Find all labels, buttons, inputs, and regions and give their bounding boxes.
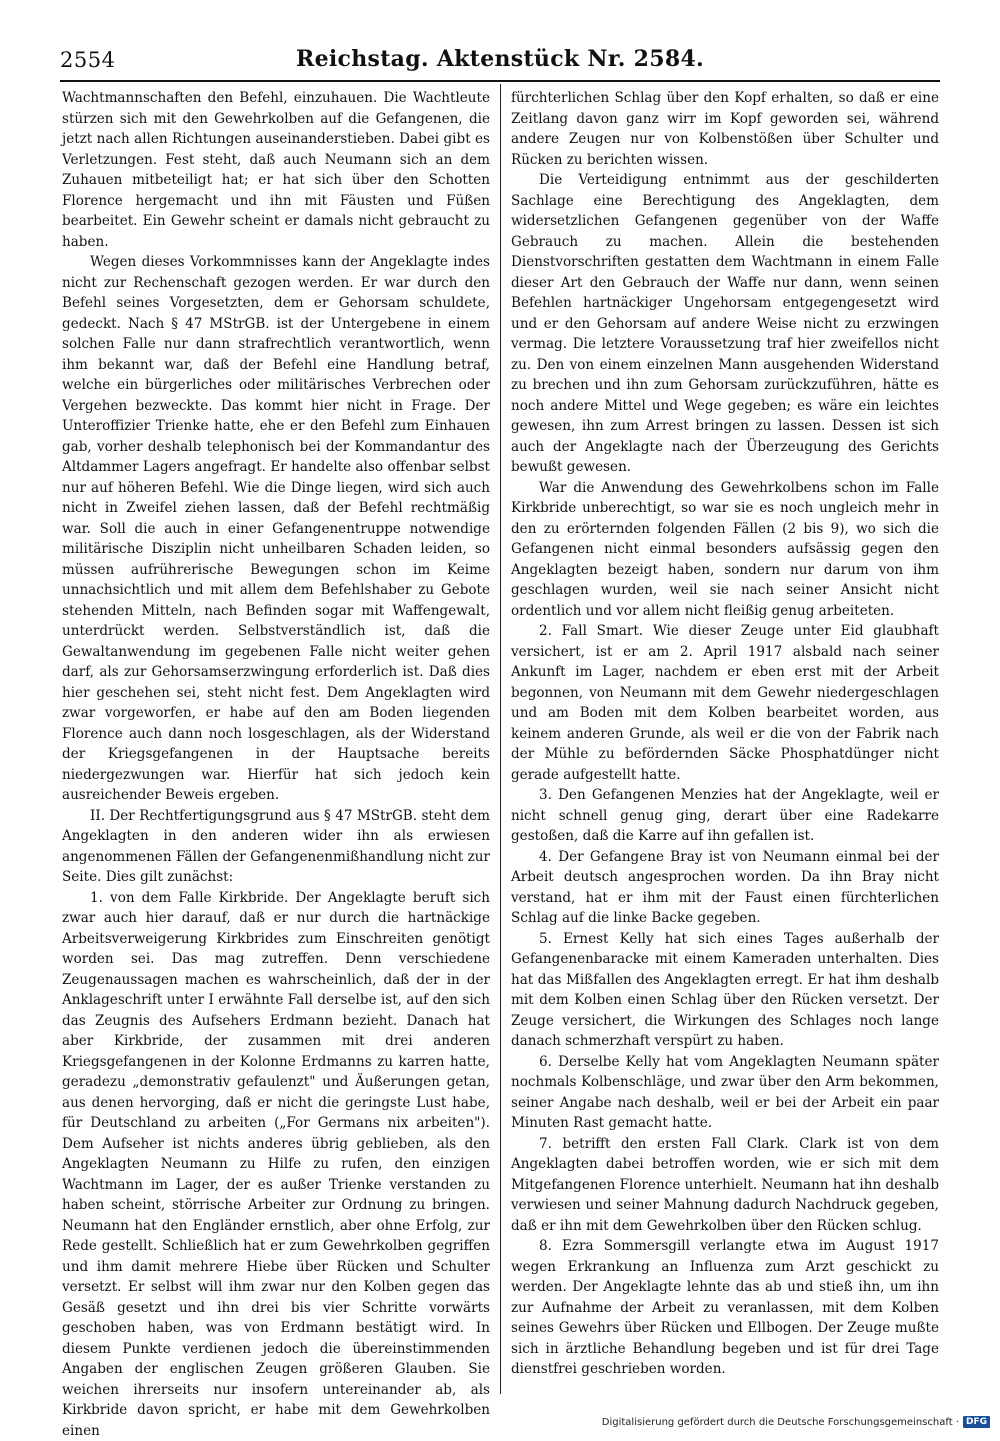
footer-credit-text: Digitalisierung gefördert durch die Deutsche Forschungsgemeinschaft · — [602, 1417, 959, 1428]
page-number: 2554 — [60, 48, 115, 72]
paragraph: 5. Ernest Kelly hat sich eines Tages außerhalb der Gefangenenbaracke mit einem Kameraden unterhalten. Dies hat das Mißfallen des Angeklagten erregt. Er hat ihm deshalb mit dem Kolben einen Schlag über den Rücken versetzt. Der Zeuge versichert, die Wirkungen des Schlages noch lange danach schmerzhaft verspürt zu haben. — [511, 929, 939, 1052]
footer-credit — [602, 1416, 990, 1428]
paragraph: Wegen dieses Vorkommnisses kann der Angeklagte indes nicht zur Rechenschaft gezogen werden. Er war durch den Befehl seines Vorgesetzten, dem er Gehorsam schuldete, gedeckt. Nach § 47 MStrGB. ist der Untergebene in einem solchen Falle nur dann strafrechtlich verantwortlich, wenn ihm bekannt war, daß der Befehl eine Handlung betraf, welche ein bürgerliches oder militärisches Verbrechen oder Vergehen bezweckte. Das kommt hier nicht in Frage. Der Unteroffizier Trienke hatte, ehe er den Befehl zum Einhauen gab, vorher deshalb telephonisch bei der Kommandantur des Altdammer Lagers angefragt. Er handelte also offenbar selbst nur auf höheren Befehl. Wie die Dinge liegen, wird sich auch nicht in Zweifel ziehen lassen, daß der Befehl rechtmäßig war. Soll die auch in einer Gefangenentruppe notwendige militärische Disziplin nicht unheilbaren Schaden leiden, so müssen aufrührerische Bewegungen schon im Keime unnachsichtlich und mit allem dem Befehlshaber zu Gebote stehenden Mitteln, nach Befinden sogar mit Waffengewalt, unterdrückt werden. Selbstverständlich ist, daß die Gewaltanwendung im gegebenen Falle nicht weiter gehen darf, als zur Gehorsamserzwingung erforderlich ist. Daß dies hier geschehen sei, steht nicht fest. Dem Angeklagten wird zwar vorgeworfen, er habe auf den am Boden liegenden Florence auch dann noch losgeschlagen, als der Widerstand der Kriegsgefangenen in der Hauptsache bereits niedergezwungen war. Hierfür hat sich jedoch kein ausreichender Beweis ergeben. — [62, 252, 490, 806]
right-column — [511, 88, 939, 1380]
dfg-logo: DFG — [963, 1416, 990, 1428]
paragraph: 3. Den Gefangenen Menzies hat der Angeklagte, weil er nicht schnell genug ging, derart über eine Radekarre gestoßen, daß die Karre auf ihn gefallen ist. — [511, 785, 939, 847]
paragraph: 1. von dem Falle Kirkbride. Der Angeklagte beruft sich zwar auch hier darauf, daß er nur durch die hartnäckige Arbeitsverweigerung Kirkbrides zum Einschreiten genötigt worden sei. Das mag zutreffen. Denn verschiedene Zeugenaussagen machen es wahrscheinlich, daß der in der Anklageschrift unter I erwähnte Fall derselbe ist, auf den sich das Zeugnis des Aufsehers Erdmann bezieht. Danach hat aber Kirkbride, der zusammen mit drei anderen Kriegsgefangenen in der Kolonne Erdmanns zu karren hatte, geradezu „demonstrativ gefaulenzt" und Äußerungen getan, aus denen hervorging, daß er nicht die geringste Lust habe, für Deutschland zu arbeiten („For Germans nix arbeiten"). Dem Aufseher ist nichts anderes übrig geblieben, als den Angeklagten Neumann zu Hilfe zu rufen, den einzigen Wachtmann im Lager, der es außer Trienke verstanden zu haben scheint, störrische Arbeiter zur Ordnung zu bringen. Neumann hat den Engländer ernstlich, aber ohne Erfolg, zur Rede gestellt. Schließlich hat er zum Gewehrkolben gegriffen und ihm damit mehrere Hiebe über Rücken und Schulter versetzt. Er selbst will ihm zwar nur den Kolben gegen das Gesäß gesetzt und ihn drei bis vier Schritte vorwärts geschoben haben, was von Erdmann bestätigt wird. In diesem Punkte verdienen jedoch die übereinstimmenden Angaben der englischen Zeugen größeren Glauben. Sie weichen ihrerseits nur insofern untereinander ab, als Kirkbride davon spricht, er habe mit dem Gewehrkolben einen — [62, 888, 490, 1441]
paragraph: Wachtmannschaften den Befehl, einzuhauen. Die Wachtleute stürzen sich mit den Gewehrkolben auf die Gefangenen, die jetzt nach allen Richtungen auseinanderstieben. Dabei gibt es Verletzungen. Fest steht, daß auch Neumann sich an dem Zuhauen mitbeteiligt hat; er hat sich über den Schotten Florence hergemacht und ihn mit Fäusten und Füßen bearbeitet. Ein Gewehr scheint er damals nicht gebraucht zu haben. — [62, 88, 490, 252]
running-title: Reichstag. Aktenstück Nr. 2584. — [60, 46, 940, 72]
paragraph: 8. Ezra Sommersgill verlangte etwa im August 1917 wegen Erkrankung an Influenza zum Arzt geschickt zu werden. Der Angeklagte lehnte das ab und stieß ihn, um ihn zur Aufnahme der Arbeit zu veranlassen, mit dem Kolben seines Gewehrs über Rücken und Ellbogen. Der Zeuge mußte sich in ärztliche Behandlung begeben und ist für drei Tage dienstfrei geschrieben worden. — [511, 1236, 939, 1380]
paragraph: Die Verteidigung entnimmt aus der geschilderten Sachlage eine Berechtigung des Angeklagten, dem widersetzlichen Gefangenen gegenüber von der Waffe Gebrauch zu machen. Allein die bestehenden Dienstvorschriften gestatten dem Wachtmann in einem Falle dieser Art den Gebrauch der Waffe nur dann, wenn seinen Befehlen hartnäckiger Ungehorsam entgegengesetzt wird und er den Gehorsam auf andere Weise nicht zu erzwingen vermag. Die letztere Voraussetzung traf hier zweifellos nicht zu. Den von einem einzelnen Mann ausgehenden Widerstand zu brechen und ihn zum Gehorsam zurückzuführen, hätte es noch andere Mittel und Wege gegeben; es wäre ein leichtes gewesen, ihn zum Arrest bringen zu lassen. Dessen ist sich auch der Angeklagte nach der Überzeugung des Gerichts bewußt gewesen. — [511, 170, 939, 478]
paragraph: 7. betrifft den ersten Fall Clark. Clark ist von dem Angeklagten dabei betroffen worden, wie er sich mit dem Mitgefangenen Florence unterhielt. Neumann hat ihn deshalb verwiesen und seiner Mahnung dadurch Nachdruck gegeben, daß er ihn mit dem Gewehrkolben über den Rücken schlug. — [511, 1134, 939, 1237]
paragraph: 2. Fall Smart. Wie dieser Zeuge unter Eid glaubhaft versichert, ist er am 2. April 1917 alsbald nach seiner Ankunft im Lager, nachdem er eben erst mit der Arbeit begonnen, von Neumann mit dem Gewehr niedergeschlagen und am Boden mit dem Kolben bearbeitet worden, aus keinem anderen Grunde, als weil er die von der Fabrik nach der Mühle zu befördernden Säcke Phosphatdünger nicht gerade aufgestellt hatte. — [511, 621, 939, 785]
column-divider — [500, 84, 501, 1394]
paragraph: II. Der Rechtfertigungsgrund aus § 47 MStrGB. steht dem Angeklagten in den anderen wider ihn als erwiesen angenommenen Fällen der Gefangenenmißhandlung nicht zur Seite. Dies gilt zunächst: — [62, 806, 490, 888]
paragraph: 6. Derselbe Kelly hat vom Angeklagten Neumann später nochmals Kolbenschläge, und zwar über den Arm bekommen, seiner Angabe nach deshalb, weil er bei der Arbeit ein paar Minuten Rast gemacht hatte. — [511, 1052, 939, 1134]
paragraph: 4. Der Gefangene Bray ist von Neumann einmal bei der Arbeit deutsch angesprochen worden. Da ihn Bray nicht verstand, hat er ihm mit der Faust einen fürchterlichen Schlag auf die linke Backe gegeben. — [511, 847, 939, 929]
left-column — [62, 88, 490, 1441]
header-rule — [60, 80, 940, 82]
paragraph: fürchterlichen Schlag über den Kopf erhalten, so daß er eine Zeitlang davon ganz wirr im Kopf geworden sei, während andere Zeugen nur von Kolbenstößen über Schulter und Rücken zu berichten wissen. — [511, 88, 939, 170]
page-header — [60, 44, 940, 80]
paragraph: War die Anwendung des Gewehrkolbens schon im Falle Kirkbride unberechtigt, so war sie es noch ungleich mehr in den zu erörternden folgenden Fällen (2 bis 9), wo sich die Gefangenen nicht einmal besonders aufsässig gegen den Angeklagten bezeigt haben, sondern nur darum von ihm geschlagen wurden, weil sie nach seiner Ansicht nicht ordentlich und vor allem nicht fleißig genug arbeiteten. — [511, 478, 939, 622]
